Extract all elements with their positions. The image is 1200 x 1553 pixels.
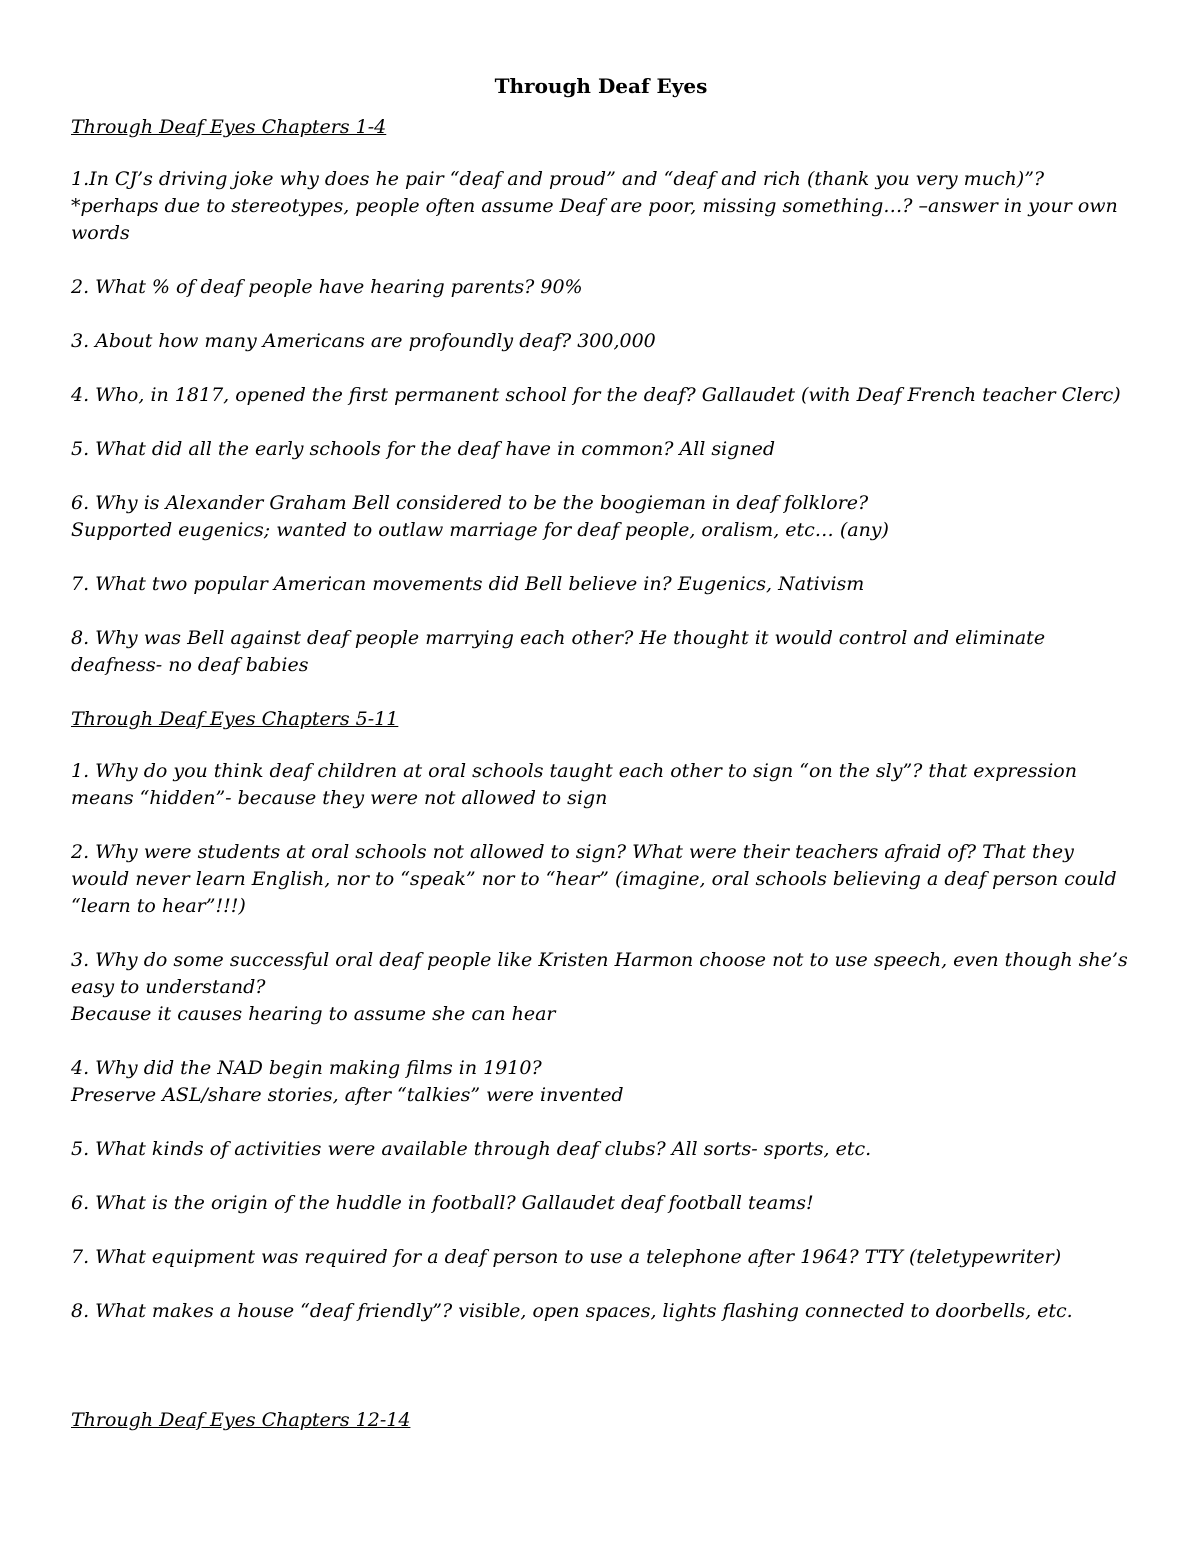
question-5: [71, 436, 1131, 463]
section-gap: [71, 1352, 1131, 1407]
question-text: 5. What did all the early schools for the deaf have in common? All signed: [71, 438, 775, 460]
answer-text: Supported eugenics; wanted to outlaw marriage for deaf people, oralism, etc… (any): [71, 519, 889, 541]
question-text: 1. Why do you think deaf children at oral schools taught each other to sign “on the sly”? that expression means “hidden”- because they were not allowed to sign: [71, 760, 1077, 809]
answer-text: Preserve ASL/share stories, after “talkies” were invented: [71, 1084, 624, 1106]
question-8: [71, 1298, 1131, 1325]
question-2: [71, 274, 1131, 301]
question-text: 3. About how many Americans are profoundly deaf? 300,000: [71, 330, 656, 352]
question-1: [71, 758, 1131, 812]
question-text: 7. What equipment was required for a deaf person to use a telephone after 1964? TTY (teletypewriter): [71, 1246, 1062, 1268]
question-4: [71, 382, 1131, 409]
question-3: [71, 947, 1131, 1028]
question-text: 2. What % of deaf people have hearing parents? 90%: [71, 276, 583, 298]
document-title: Through Deaf Eyes: [494, 74, 708, 98]
question-text: 1.In CJ’s driving joke why does he pair “deaf and proud” and “deaf and rich (thank you very much)”?: [71, 168, 1045, 190]
question-text: 6. Why is Alexander Graham Bell considered to be the boogieman in deaf folklore?: [71, 492, 869, 514]
question-text: 8. Why was Bell against deaf people marrying each other? He thought it would control and eliminate deafness- no deaf babies: [71, 627, 1046, 676]
question-5: [71, 1136, 1131, 1163]
answer-text: *perhaps due to stereotypes, people often assume Deaf are poor, missing something…? –answer in your own words: [71, 195, 1118, 244]
question-text: 7. What two popular American movements did Bell believe in? Eugenics, Nativism: [71, 573, 865, 595]
question-6: [71, 490, 1131, 544]
question-text: 4. Why did the NAD begin making films in 1910?: [71, 1057, 542, 1079]
section-heading-chapters-5-11: Through Deaf Eyes Chapters 5-11: [71, 708, 399, 730]
question-text: 3. Why do some successful oral deaf people like Kristen Harmon choose not to use speech, even though she’s easy to understand?: [71, 949, 1128, 998]
question-7: [71, 571, 1131, 598]
answer-text: Because it causes hearing to assume she can hear: [71, 1003, 556, 1025]
question-7: [71, 1244, 1131, 1271]
question-text: 2. Why were students at oral schools not allowed to sign? What were their teachers afraid of? That they would never learn English, nor to “speak” nor to “hear” (imagine, oral schools believing a deaf person could “learn to hear”!!!): [71, 841, 1117, 917]
question-3: [71, 328, 1131, 355]
question-text: 4. Who, in 1817, opened the first permanent school for the deaf? Gallaudet (with Deaf French teacher Clerc): [71, 384, 1121, 406]
question-6: [71, 1190, 1131, 1217]
question-1: [71, 166, 1131, 247]
question-2: [71, 839, 1131, 920]
question-text: 6. What is the origin of the huddle in football? Gallaudet deaf football teams!: [71, 1192, 814, 1214]
question-4: [71, 1055, 1131, 1109]
question-text: 8. What makes a house “deaf friendly”? visible, open spaces, lights flashing connected to doorbells, etc.: [71, 1300, 1073, 1322]
section-heading-chapters-1-4: Through Deaf Eyes Chapters 1-4: [71, 116, 387, 138]
question-text: 5. What kinds of activities were available through deaf clubs? All sorts- sports, etc.: [71, 1138, 872, 1160]
section-heading-chapters-12-14: Through Deaf Eyes Chapters 12-14: [71, 1409, 411, 1431]
question-8: [71, 625, 1131, 679]
document-page: [71, 72, 1131, 1459]
